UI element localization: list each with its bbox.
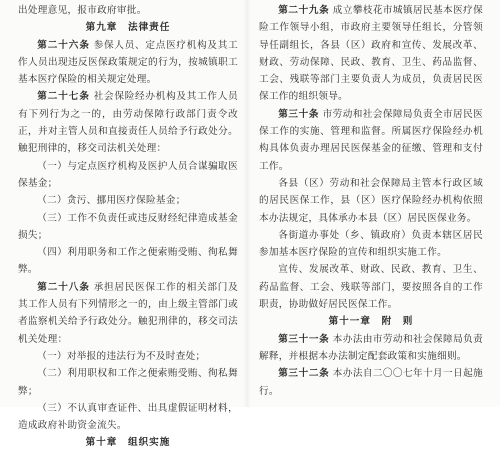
left-column: [18, 2, 238, 452]
article-29: [259, 2, 483, 106]
chapter-heading-9: 第九章 法律责任: [85, 22, 171, 34]
article-30-text: 市劳动和社会保障局负责全市居民医保工作的实施、管理和监督。所属医疗保险经办机构具体负责办理居民医保基金的征缴、管理和支付工作。: [259, 108, 483, 172]
article-27-text: 社会保险经办机构及其工作人员有下列行为之一的，由劳动保障行政部门责令改正，并对主管人员和直接责任人员给予行政处分。触犯刑律的，移交司法机关处理：: [18, 91, 238, 155]
article-28: [18, 279, 238, 348]
article-29-text: 成立攀枝花市城镇居民基本医疗保险工作领导小组，市政府主要领导任组长，分管领导任副组长，各县（区）政府和宣传、发展改革、财政、劳动保障、民政、教育、卫生、药品监督、工会、残联等部门主要负责人为成员，负责居民医保工作的组织领导。: [259, 5, 484, 103]
article-27-item: （四）利用职务和工作之便索贿受贿、徇私舞弊。: [18, 247, 238, 276]
article-32-text: 本办法自二〇〇七年十月一日起施行。: [259, 368, 484, 397]
paragraph-street: 各街道办事处（乡、镇政府）负责本辖区居民参加基本医疗保险的宣传和组织实施工作。: [259, 229, 483, 259]
article-32: [259, 365, 483, 400]
article-31: [259, 331, 483, 366]
article-27-item: （二）贪污、挪用医疗保险基金；: [37, 195, 186, 207]
article-28-item: （一）对举报的违法行为不及时查处；: [37, 350, 206, 362]
paragraph-county: 各县（区）劳动和社会保障局主管本行政区域的居民医保工作，县（区）医疗保险经办机构依照本办法规定，具体承办本县（区）居民医保业务。: [259, 177, 483, 224]
chapter-heading-11: 第十一章 附 则: [328, 316, 414, 328]
article-30: [259, 106, 483, 175]
article-28-item: （二）利用职权和工作之便索贿受贿、徇私舞弊；: [18, 368, 238, 397]
article-31-label: 第三十一条: [278, 333, 330, 345]
article-26-text: 参保人员、定点医疗机构及其工作人员出现违反医保政策规定的行为，按城镇职工基本医疗保险的相关规定处理。: [18, 39, 238, 86]
article-28-item: （三）不认真审查证件、出具虚假证明材料，造成政府补助资金流失。: [18, 402, 238, 432]
paragraph-continuation: 出处理意见，报市政府审批。: [18, 5, 147, 16]
article-28-text: 承担居民医保工作的相关部门及其工作人员有下列情形之一的，由上级主管部门或者监察机关给予行政处分。触犯刑律的，移交司法机关处理：: [18, 281, 238, 345]
book-gutter: [243, 0, 251, 407]
article-26: [18, 37, 238, 89]
article-27-item: （一）与定点医疗机构及医护人员合谋骗取医保基金；: [18, 160, 238, 189]
article-29-label: 第二十九条: [278, 5, 330, 16]
article-28-label: 第二十八条: [37, 281, 90, 293]
article-32-label: 第三十二条: [278, 368, 330, 380]
article-27: [18, 88, 238, 157]
article-27-label: 第二十七条: [37, 91, 90, 103]
article-30-label: 第三十条: [278, 108, 320, 120]
article-31-text: 本办法由市劳动和社会保障局负责解释，并根据本办法制定配套政策和实施细则。: [259, 333, 484, 362]
paragraph-departments: 宣传、发展改革、财政、民政、教育、卫生、药品监督、工会、残联等部门，要按照各自的工作职责，协助做好居民医保工作。: [259, 264, 483, 311]
chapter-heading-10: 第十章 组织实施: [85, 437, 171, 449]
article-26-label: 第二十六条: [37, 39, 90, 51]
right-column: [259, 2, 483, 400]
article-27-item: （三）工作不负责任或违反财经纪律造成基金损失；: [18, 212, 238, 241]
